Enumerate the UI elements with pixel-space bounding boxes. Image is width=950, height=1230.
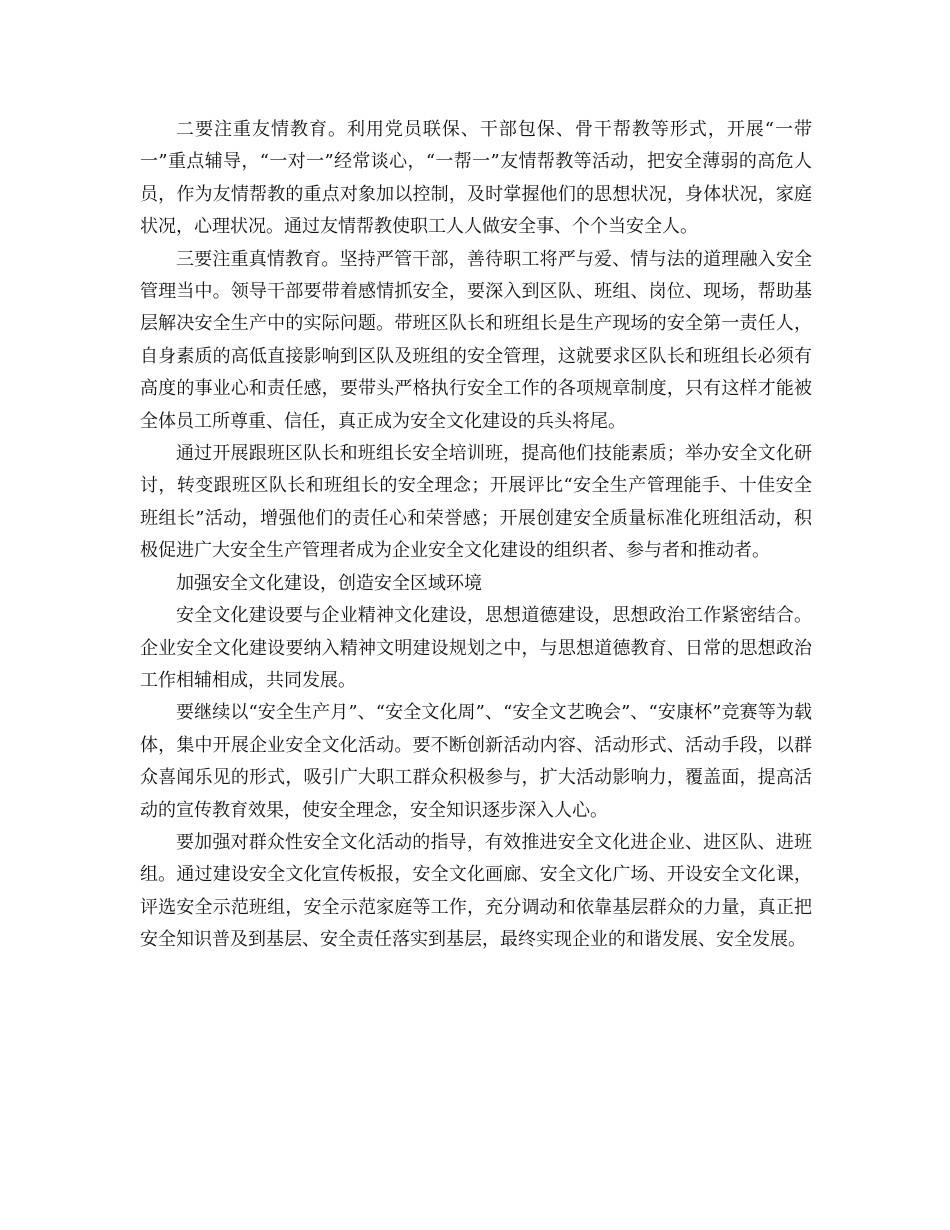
paragraph-sincere-education: 三要注重真情教育。坚持严管干部，善待职工将严与爱、情与法的道理融入安全管理当中。领导干部要带着感情抓安全，要深入到区队、班组、岗位、现场，帮助基层解决安全生产中的实际问题。带班区队长和班组长是生产现场的安全第一责任人，自身素质的高低直接影响到区队及班组的安全管理，这就要求区队长和班组长必须有高度的事业心和责任感，要带头严格执行安全工作的各项规章制度，只有这样才能被全体员工所尊重、信任，真正成为安全文化建设的兵头将尾。 [140, 248, 812, 432]
section-heading-safety-culture: 加强安全文化建设，创造安全区域环境 [176, 572, 482, 594]
paragraph-friendship-education: 二要注重友情教育。利用党员联保、干部包保、骨干帮教等形式，开展“一带一”重点辅导，“一对一”经常谈心，“一帮一”友情帮教等活动，把安全薄弱的高危人员，作为友情帮教的重点对象加以控制，及时掌握他们的思想状况，身体状况，家庭状况，心理状况。通过友情帮教使职工人人做安全事、个个当安全人。 [140, 119, 812, 238]
paragraph-culture-integration: 安全文化建设要与企业精神文化建设，思想道德建设，思想政治工作紧密结合。企业安全文化建设要纳入精神文明建设规划之中，与思想道德教育、日常的思想政治工作相辅相成，共同发展。 [140, 605, 812, 691]
document-page [140, 114, 812, 957]
paragraph-grassroots-guidance: 要加强对群众性安全文化活动的指导，有效推进安全文化进企业、进区队、进班组。通过建设安全文化宣传板报，安全文化画廊、安全文化广场、开设安全文化课，评选安全示范班组，安全示范家庭等工作，充分调动和依靠基层群众的力量，真正把安全知识普及到基层、安全责任落实到基层，最终实现企业的和谐发展、安全发展。 [140, 831, 812, 951]
paragraph-activities: 要继续以“安全生产月”、“安全文化周”、“安全文艺晚会”、“安康杯”竞赛等为载体，集中开展企业安全文化活动。要不断创新活动内容、活动形式、活动手段，以群众喜闻乐见的形式，吸引广大职工群众积极参与，扩大活动影响力，覆盖面，提高活动的宣传教育效果，使安全理念，安全知识逐步深入人心。 [140, 702, 812, 821]
paragraph-training-programs: 通过开展跟班区队长和班组长安全培训班，提高他们技能素质；举办安全文化研讨，转变跟班区队长和班组长的安全理念；开展评比“安全生产管理能手、十佳安全班组长”活动，增强他们的责任心和荣誉感；开展创建安全质量标准化班组活动，积极促进广大安全生产管理者成为企业安全文化建设的组织者、参与者和推动者。 [140, 443, 812, 562]
